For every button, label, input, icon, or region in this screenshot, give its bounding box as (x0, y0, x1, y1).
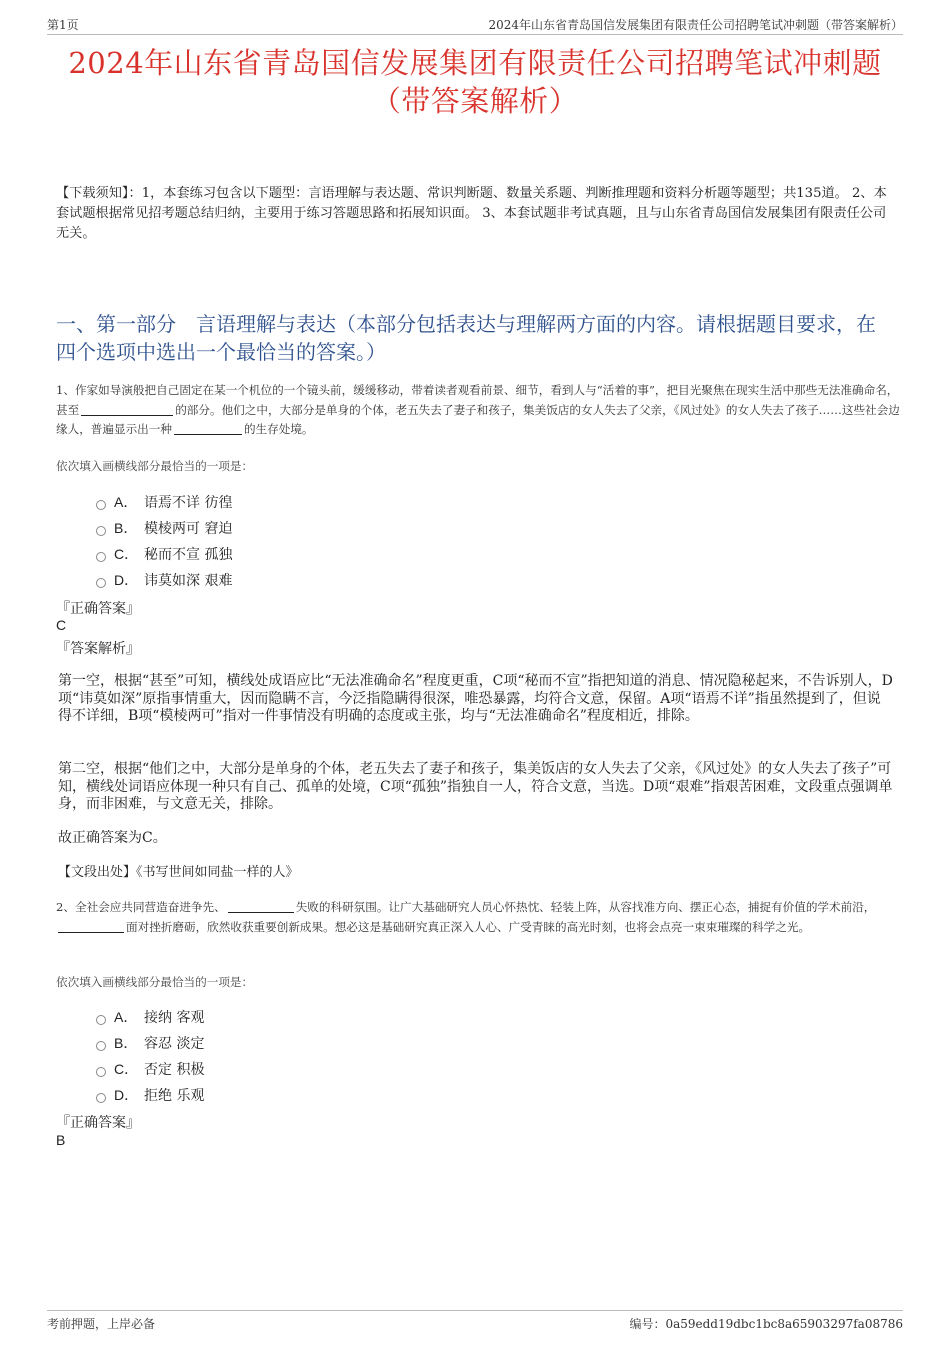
q1-option-b[interactable]: B． 模棱两可 窘迫 (96, 515, 232, 541)
q1-text-c: 的生存处境。 (243, 422, 314, 436)
title-line-1: 2024年山东省青岛国信发展集团有限责任公司招聘笔试冲刺题 (68, 46, 882, 80)
q1-analysis-label: 『答案解析』 (56, 641, 140, 657)
page-footer (47, 1310, 903, 1333)
q2-options (96, 1004, 204, 1108)
question-1-stem (56, 381, 900, 440)
q2-answer: B (56, 1132, 66, 1148)
q2-text-b: 失败的科研氛围。让广大基础研究人员心怀热忱、轻装上阵，从容找准方向、摆正心态，捕捉有价值的学术前沿， (295, 900, 876, 914)
q2-text-c: 面对挫折磨砺，欣然收获重要创新成果。想必这是基础研究真正深入人心、广受青睐的高光时刻，也将会点亮一束束璀璨的科学之光。 (126, 919, 811, 934)
q1-option-c[interactable]: C． 秘而不宣 孤独 (96, 541, 232, 567)
q1-text-b: 的部分。他们之中，大部分是单身的个体，老五失去了妻子和孩子，集美饭店的女人失去了父亲，《风过处》的女人失去了孩子……这些社会边缘人，普遍显示出一种 (56, 402, 900, 436)
q1-answer-label: 『正确答案』 (56, 601, 140, 617)
q2-option-d[interactable]: D． 拒绝 乐观 (96, 1082, 204, 1108)
radio-icon[interactable] (96, 1041, 106, 1051)
radio-icon[interactable] (96, 1093, 106, 1103)
q1-option-d[interactable]: D． 讳莫如深 艰难 (96, 567, 232, 593)
header-doc-title: 2024年山东省青岛国信发展集团有限责任公司招聘笔试冲刺题（带答案解析） (488, 18, 903, 32)
page-number: 第1页 (47, 18, 79, 32)
q1-blank-2 (174, 421, 242, 435)
q1-analysis-paragraph-1: 第一空，根据“甚至”可知，横线处成语应比“无法准确命名”程度更重，C项“秘而不宣”指把知道的消息、情况隐秘起来，不告诉别人，D项“讳莫如深”原指事情重大，因而隐瞒不言，今泛指隐瞒得很深，唯恐暴露，均符合文意，保留。A项“语焉不详”指虽然提到了，但说得不详细，B项“模棱两可”指对一件事情没有明确的态度或主张，均与“无法准确命名”程度相近，排除。 (58, 673, 893, 724)
download-notice: 【下载须知】：1，本套练习包含以下题型：言语理解与表达题、常识判断题、数量关系题、判断推理题和资料分析题等题型；共135道。 2、本套试题根据常见招考题总结归纳，主要用于练习答题思路和拓展知识面。 3、本套试题非考试真题，且与山东省青岛国信发展集团有限责任公司无关。 (56, 186, 887, 241)
q1-source: 【文段出处】《书写世间如同盐一样的人》 (58, 865, 299, 880)
q1-prompt: 依次填入画横线部分最恰当的一项是： (56, 459, 254, 473)
q1-blank-1 (81, 402, 173, 416)
title-line-2: （带答案解析） (371, 84, 579, 118)
q1-conclusion: 故正确答案为C。 (58, 830, 167, 846)
document-title (40, 44, 910, 120)
q2-answer-label: 『正确答案』 (56, 1115, 140, 1131)
q1-options (96, 489, 232, 593)
footer-doc-id: 编号：0a59edd19dbc1bc8a65903297fa08786 (629, 1317, 903, 1331)
radio-icon[interactable] (96, 526, 106, 536)
q2-prompt: 依次填入画横线部分最恰当的一项是： (56, 975, 254, 989)
q2-option-c[interactable]: C． 否定 积极 (96, 1056, 204, 1082)
radio-icon[interactable] (96, 500, 106, 510)
radio-icon[interactable] (96, 578, 106, 588)
q1-text-a: 1、作家如导演般把自己固定在某一个机位的一个镜头前，缓缓移动，带着读者观看前景、细节，看到人与“活着的事”，把目光聚焦在现实生活中那些无法准确命名，甚至 (56, 383, 899, 417)
radio-icon[interactable] (96, 1067, 106, 1077)
q2-text-a: 2、全社会应共同营造奋进争先、 (56, 900, 226, 914)
footer-slogan: 考前押题，上岸必备 (47, 1317, 156, 1331)
q2-blank-1 (228, 899, 294, 913)
section-heading: 一、第一部分 言语理解与表达（本部分包括表达与理解两方面的内容。请根据题目要求，在四个选项中选出一个最恰当的答案。） (56, 312, 876, 364)
page-header (47, 14, 903, 35)
q1-option-a[interactable]: A． 语焉不详 彷徨 (96, 489, 232, 515)
q2-blank-2 (58, 919, 124, 933)
question-2-stem (56, 898, 900, 937)
q2-option-a[interactable]: A． 接纳 客观 (96, 1004, 204, 1030)
q1-analysis-paragraph-2: 第二空，根据“他们之中，大部分是单身的个体，老五失去了妻子和孩子，集美饭店的女人失去了父亲，《风过处》的女人失去了孩子”可知，横线处词语应体现一种只有自己、孤单的处境，C项“孤独”指独自一人，符合文意，当选。D项“艰难”指艰苦困难，文段重点强调单身，而非困难，与文意无关，排除。 (58, 761, 893, 812)
q1-answer: C (56, 617, 67, 633)
radio-icon[interactable] (96, 1015, 106, 1025)
radio-icon[interactable] (96, 552, 106, 562)
q2-option-b[interactable]: B． 容忍 淡定 (96, 1030, 204, 1056)
